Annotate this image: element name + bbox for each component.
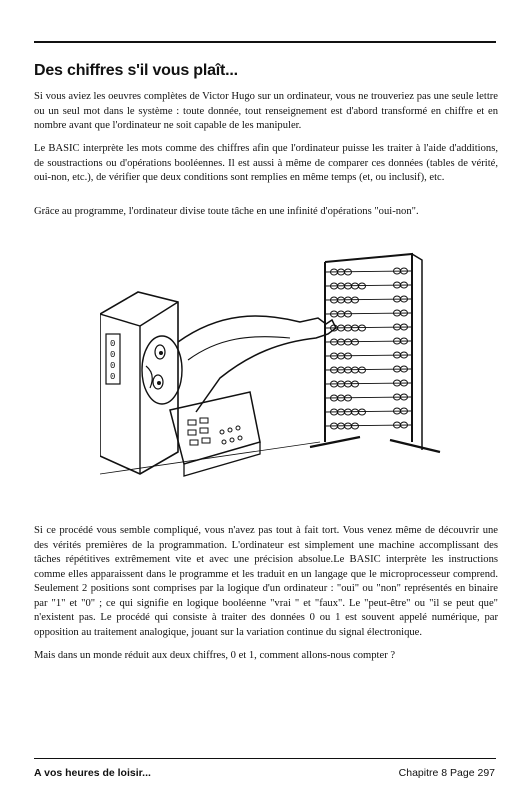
- computer-abacus-illustration: [100, 242, 480, 507]
- panel-digit: 0: [110, 361, 116, 371]
- abacus-rod: [326, 341, 411, 342]
- abacus-rod: [326, 411, 411, 412]
- panel-digit: 0: [110, 339, 116, 349]
- question-paragraph: Mais dans un monde réduit aux deux chiffres, 0 et 1, comment allons-nous compter ?: [34, 650, 396, 661]
- abacus-rod: [326, 425, 411, 426]
- abacus-rod: [326, 313, 411, 314]
- abacus-rod: [326, 271, 411, 272]
- footer-book-title: A vos heures de loisir...: [34, 767, 151, 779]
- footer-page-number: Chapitre 8 Page 297: [398, 767, 495, 779]
- panel-digit: 0: [110, 350, 116, 360]
- top-rule: [34, 41, 496, 43]
- abacus-rod: [326, 285, 411, 286]
- abacus-rows: [326, 268, 411, 429]
- basic-paragraph: Le BASIC interprète les mots comme des chiffres afin que l'ordinateur puisse les traiter à l'aide d'additions, de soustractions ou d'opérations booléennes. Il est aussi à même de comparer ces données (tables de vérité, oui-non, etc.), de vérifier que deux conditions sont remplies en même temps (et, ou inclusif), etc.: [34, 143, 498, 183]
- abacus-rod: [326, 327, 411, 328]
- page-heading: Des chiffres s'il vous plaît...: [34, 62, 238, 79]
- bottom-rule: [34, 758, 496, 759]
- svg-text:0000: [110, 339, 115, 382]
- abacus-rod: [326, 299, 411, 300]
- abacus-rod: [326, 369, 411, 370]
- procedure-paragraph: Si ce procédé vous semble compliqué, vous n'avez pas tout à fait tort. Vous venez même de découvrir une des vérités premières de la programmation. L'ordinateur est simplement une machine accomplissant des tâches répétitives extrêmement vite et avec une précision absolue.Le BASIC interprète les instructions comme elles apparaissent dans le programme et les traduit en un langage que le microprocesseur comprend. Seulement 2 positions sont comprises par la logique d'un ordinateur : "oui" ou "non" représentés en binaire par "1" et "0" ; ce qui signifie en logique booléenne "vrai " et "faux". Le "peut-être" ou "il se peut que" n'existent pas. Le procédé qui consiste à traiter des données 0 ou 1 est souvent appelé numérique, par opposition au traitement analogique, jouant sur la variation continue du signal électronique.: [34, 525, 498, 638]
- panel-digit: 0: [110, 372, 116, 382]
- abacus-rod: [326, 397, 411, 398]
- program-paragraph: Grâce au programme, l'ordinateur divise toute tâche en une infinité d'opérations "oui-non".: [34, 206, 419, 217]
- abacus-rod: [326, 383, 411, 384]
- abacus-rod: [326, 355, 411, 356]
- intro-paragraph: Si vous aviez les oeuvres complètes de Victor Hugo sur un ordinateur, vous ne trouveriez pas une seule lettre ou un seul mot dans le système : toute donnée, tout renseignement est d'abord transformé en chiffre et en nombre avant que l'ordinateur ne soit capable de les manipuler.: [34, 91, 498, 131]
